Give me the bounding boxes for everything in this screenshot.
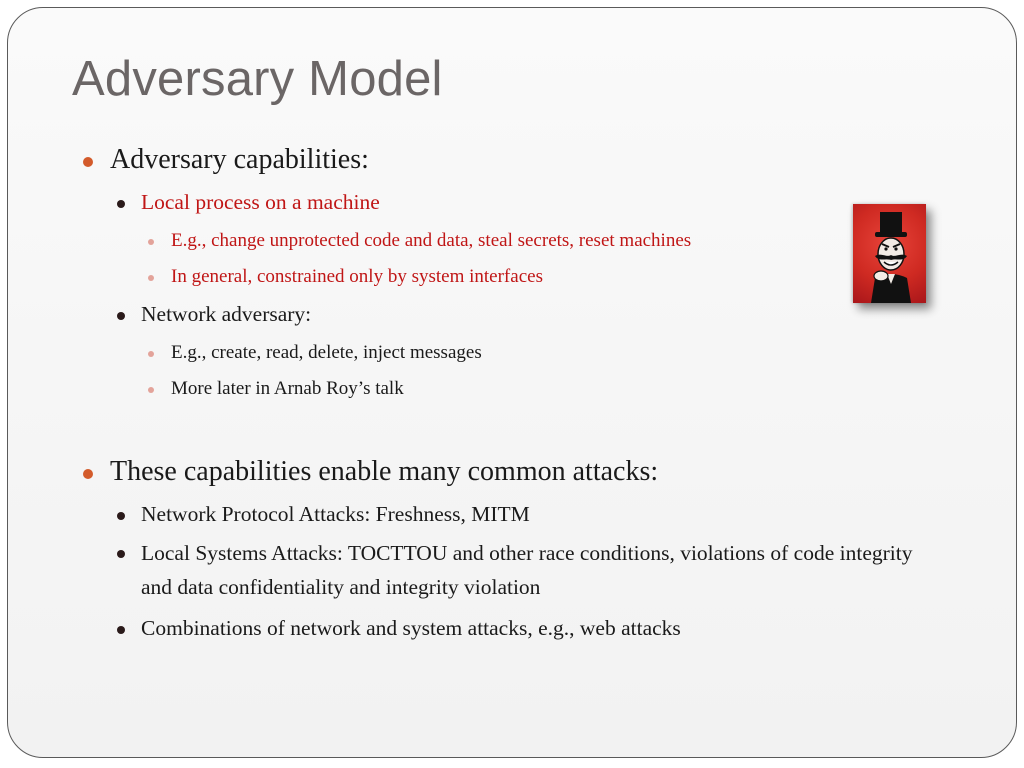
bullet-icon [117, 312, 125, 320]
villain-illustration [853, 204, 926, 303]
bullet-text: Local process on a machine [141, 190, 380, 214]
top-hat-crown [880, 212, 902, 234]
bullet-icon [117, 550, 125, 558]
bullet-icon [117, 512, 125, 520]
bullet-local-constrained [171, 266, 543, 288]
bullet-text: Adversary capabilities: [110, 144, 369, 175]
bullet-text: These capabilities enable many common attacks: [110, 456, 659, 487]
bullet-text: In general, constrained only by system interfaces [171, 266, 543, 287]
bullet-local-systems-attacks [141, 536, 931, 604]
bullet-icon [117, 200, 125, 208]
bullet-text: Network Protocol Attacks: Freshness, MITM [141, 502, 530, 526]
slide-title: Adversary Model [72, 52, 443, 106]
bullet-icon [148, 387, 154, 393]
bullet-text: E.g., create, read, delete, inject messages [171, 342, 482, 363]
bullet-text: Combinations of network and system attacks, e.g., web attacks [141, 616, 681, 640]
bullet-text: More later in Arnab Roy’s talk [171, 378, 404, 399]
bullet-text: E.g., change unprotected code and data, steal secrets, reset machines [171, 230, 692, 251]
bullet-network-protocol-attacks [141, 502, 530, 527]
bullet-text: Local Systems Attacks: TOCTTOU and other race conditions, violations of code integrity and data confidentiality and integrity violation [141, 541, 913, 599]
bullet-text: Network adversary: [141, 302, 312, 326]
bullet-network-example [171, 342, 482, 364]
villain-eye-left [884, 247, 887, 250]
slide [7, 7, 1017, 758]
bullet-icon [148, 275, 154, 281]
villain-mustache [875, 255, 907, 260]
villain-eye-right [894, 247, 897, 250]
bullet-icon [148, 351, 154, 357]
bullet-icon [148, 239, 154, 245]
bullet-network-adversary [141, 302, 311, 327]
top-hat-brim [875, 232, 907, 237]
bullet-more-later [171, 378, 404, 400]
bullet-combinations [141, 616, 681, 641]
bullet-local-process [141, 190, 380, 215]
villain-hand [874, 271, 888, 281]
bullet-adversary-capabilities [110, 144, 369, 176]
bullet-icon [83, 469, 93, 479]
villain-icon [853, 204, 926, 303]
bullet-local-example [171, 230, 691, 252]
bullet-common-attacks [110, 456, 658, 488]
bullet-icon [117, 626, 125, 634]
bullet-icon [83, 157, 93, 167]
